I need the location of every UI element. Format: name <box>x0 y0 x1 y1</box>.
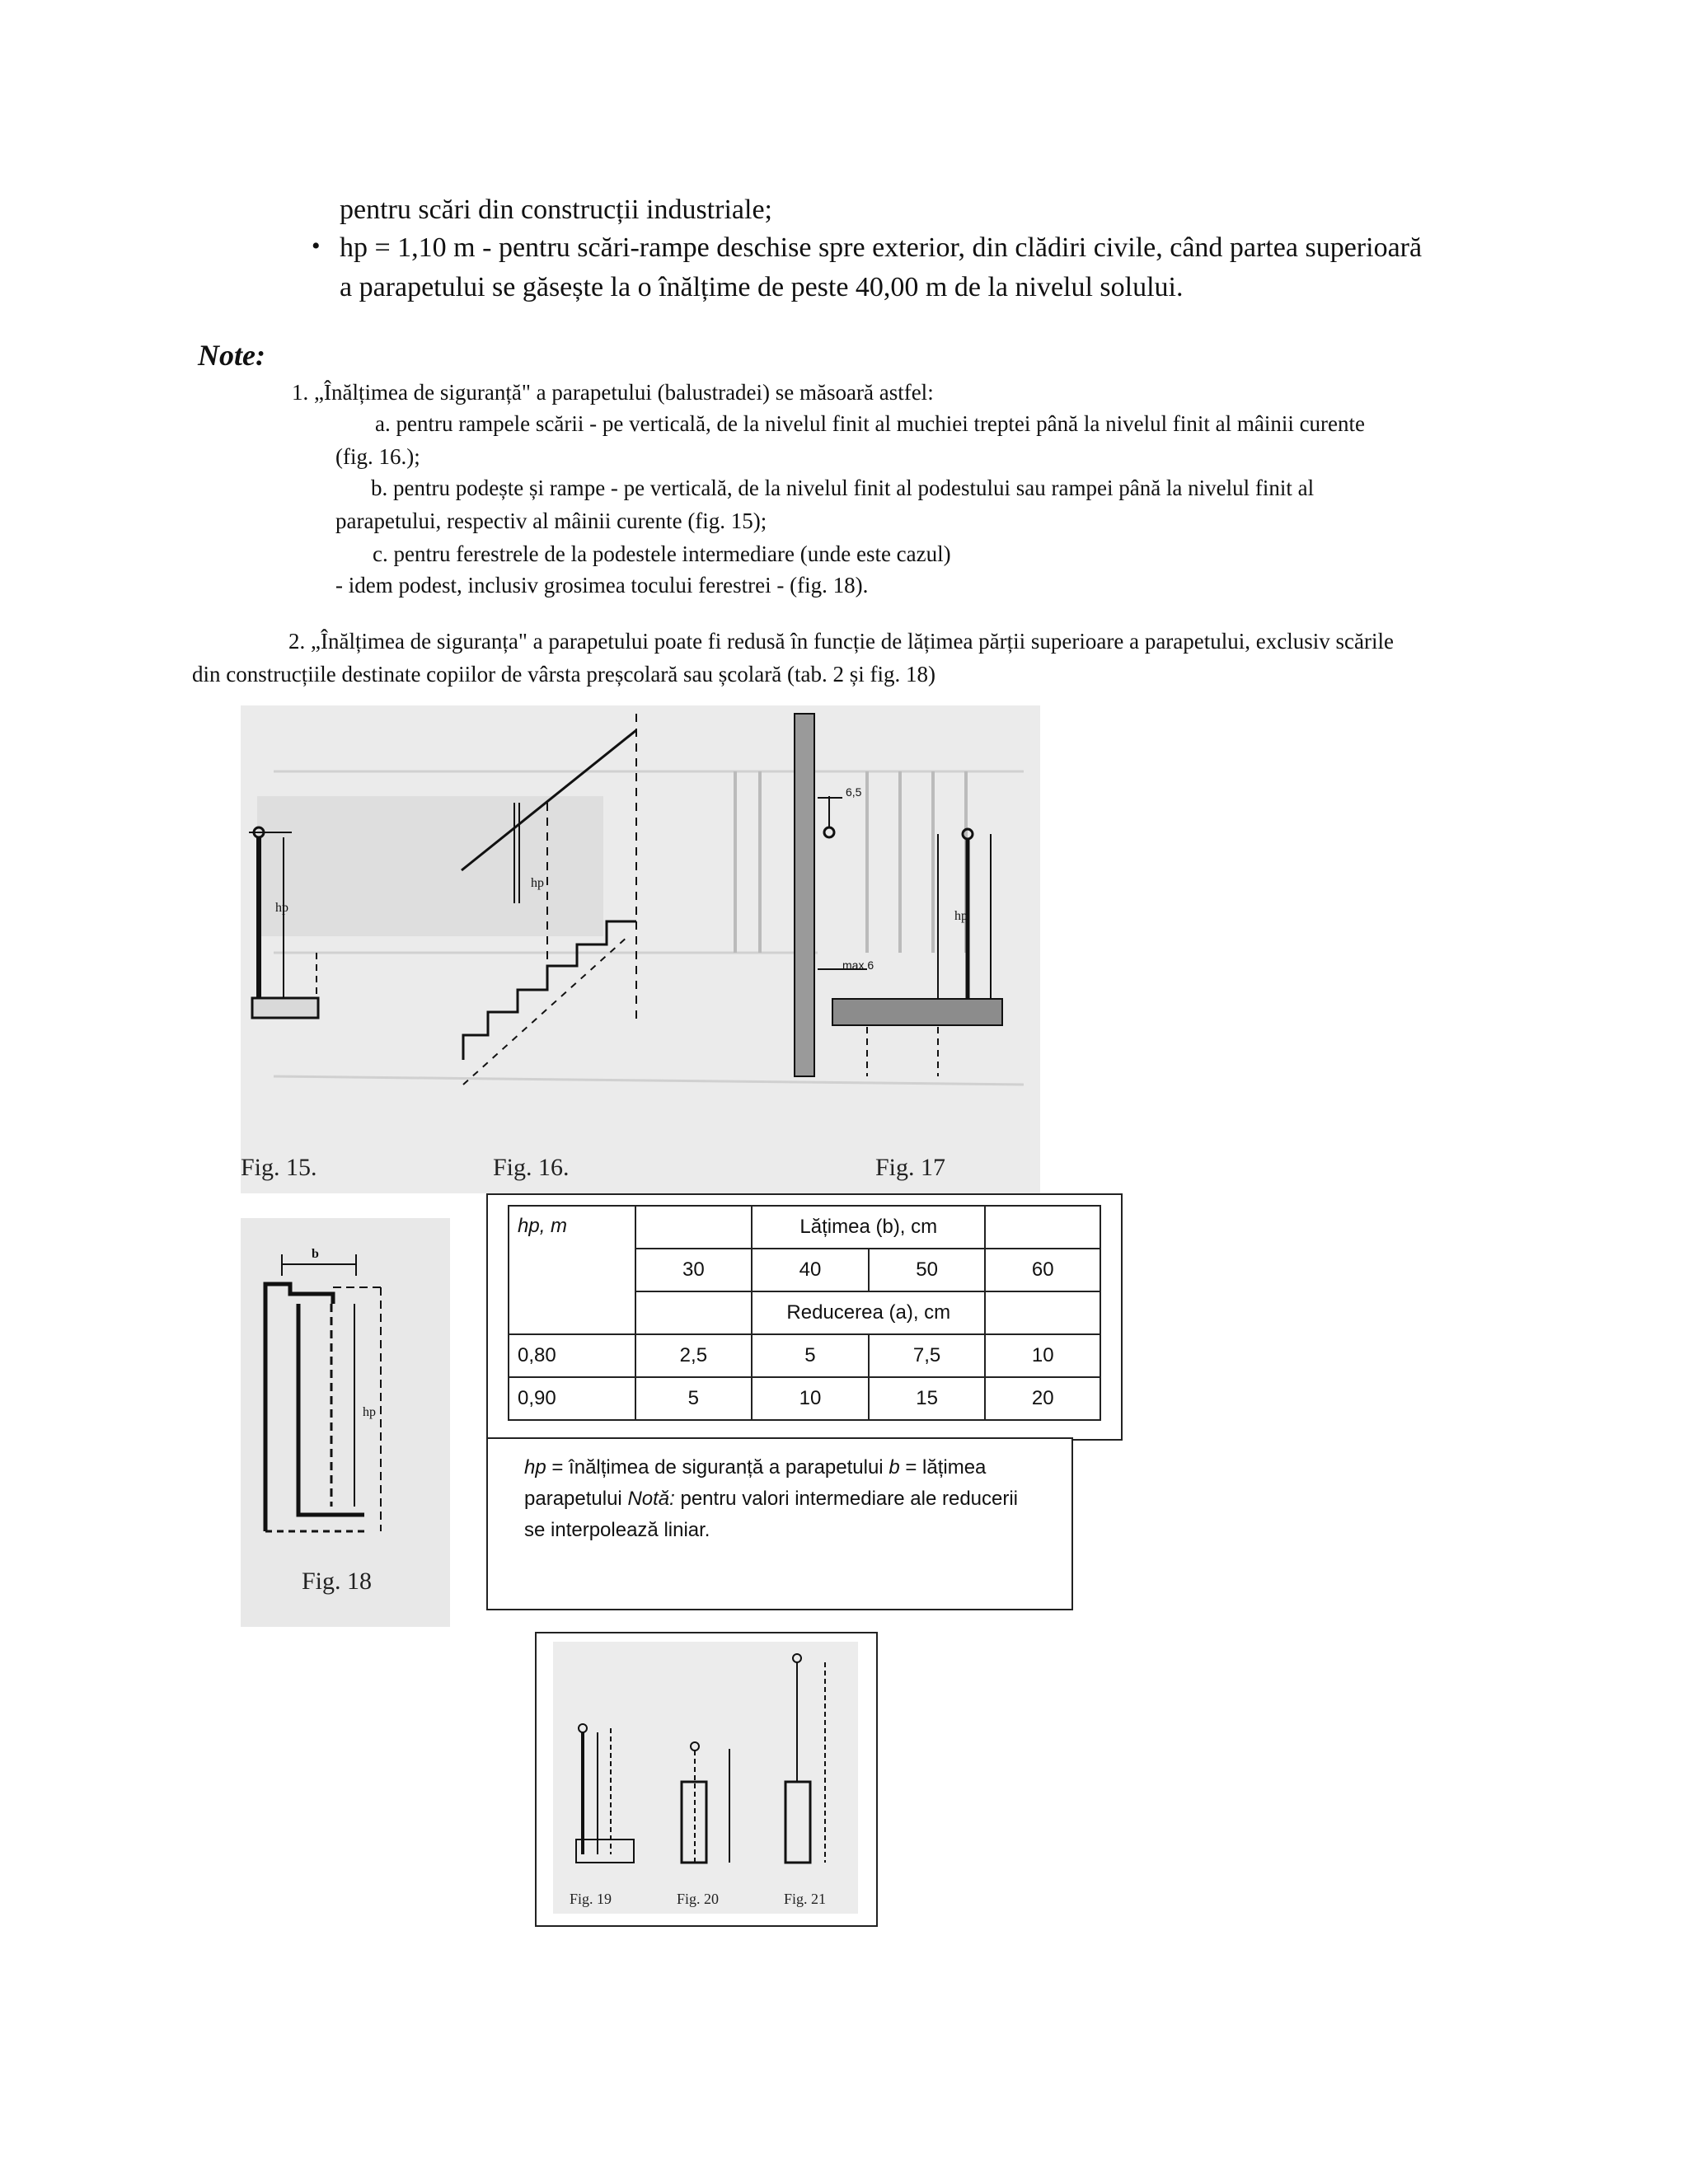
svg-text:hp: hp <box>275 901 288 915</box>
reduction-header: Reducerea (a), cm <box>786 1301 951 1324</box>
reduction-value: 10 <box>985 1334 1100 1377</box>
note-2: 2. „Înălțimea de siguranța" a parapetului poate fi redusă în funcție de lățimea părții superioare a parapetului, exclusiv scările <box>288 629 1394 654</box>
table-row <box>509 1377 1100 1420</box>
hp-value: 0,80 <box>509 1334 635 1377</box>
note-1a: a. pentru rampele scării - pe verticală, de la nivelul finit al muchiei treptei până la nivelul finit al mâinii curente <box>375 411 1366 436</box>
table-note-text: = înălțimea de siguranță a parapetului <box>546 1456 889 1479</box>
table-note-hp: hp <box>524 1456 546 1479</box>
reduction-header-cell <box>752 1291 985 1334</box>
note-1c-cont: - idem podest, inclusiv grosimea tocului ferestrei - (fig. 18). <box>335 573 869 598</box>
svg-text:hp: hp <box>363 1405 376 1419</box>
figure-18-drawing <box>241 1218 450 1627</box>
fig19-caption: Fig. 19 <box>570 1891 612 1907</box>
figure-18-image <box>241 1218 450 1627</box>
svg-text:hp: hp <box>954 909 968 923</box>
fig16-caption: Fig. 16. <box>493 1154 570 1181</box>
reduction-value: 2,5 <box>635 1334 753 1377</box>
hp-header: hp, m <box>518 1215 568 1237</box>
note-1c: c. pentru ferestrele de la podestele intermediare (unde este cazul) <box>373 541 951 566</box>
width-value: 60 <box>985 1249 1100 1291</box>
intro-line: pentru scări din construcții industriale; <box>340 194 772 225</box>
hp-value: 0,90 <box>509 1377 635 1420</box>
note-1: 1. „Înălțimea de siguranță" a parapetului (balustradei) se măsoară astfel: <box>292 380 934 405</box>
fig15-caption: Fig. 15. <box>241 1154 317 1181</box>
fig21-caption: Fig. 21 <box>784 1891 827 1907</box>
figures-15-17-image <box>241 705 1040 1193</box>
reduction-value: 5 <box>635 1377 753 1420</box>
fig17-caption: Fig. 17 <box>875 1154 946 1181</box>
reduction-value: 15 <box>869 1377 986 1420</box>
figures-19-21-frame <box>535 1632 878 1927</box>
svg-text:hp: hp <box>531 876 544 890</box>
width-value: 50 <box>869 1249 986 1291</box>
reduction-table-frame <box>486 1193 1123 1441</box>
fig20-caption: Fig. 20 <box>677 1891 720 1907</box>
width-header: Lățimea (b), cm <box>799 1216 938 1238</box>
reduction-table <box>508 1205 1101 1421</box>
intro-bullet-text: hp = 1,10 m - pentru scări-rampe deschise spre exterior, din clădiri civile, când partea superioară <box>340 232 1423 263</box>
width-value: 40 <box>752 1249 869 1291</box>
reduction-value: 5 <box>752 1334 869 1377</box>
reduction-value: 20 <box>985 1377 1100 1420</box>
notes-title: Note: <box>198 339 265 372</box>
table-row <box>509 1334 1100 1377</box>
table-note-box <box>486 1437 1073 1610</box>
bullet-marker: • <box>312 232 321 260</box>
note-1a-cont: (fig. 16.); <box>335 444 420 469</box>
fig17-dim-1: 6,5 <box>846 785 862 799</box>
reduction-value: 7,5 <box>869 1334 986 1377</box>
figures-19-21-drawing <box>553 1642 858 1914</box>
table-note-b: b <box>889 1456 900 1479</box>
note-2-cont: din construcțiile destinate copiilor de vârsta preșcolară sau școlară (tab. 2 și fig. 18) <box>192 662 935 687</box>
reduction-value: 10 <box>752 1377 869 1420</box>
width-value: 30 <box>635 1249 753 1291</box>
figures-15-17-drawing <box>241 705 1040 1193</box>
fig17-dim-2: max 6 <box>842 958 874 972</box>
width-header-cell <box>752 1206 985 1249</box>
note-1b: b. pentru podește și rampe - pe verticală, de la nivelul finit al podestului sau rampei până la nivelul finit al <box>371 476 1315 500</box>
table-note-text: pentru valori intermediare ale reducerii se interpolează liniar. <box>524 1488 1019 1541</box>
fig18-caption: Fig. 18 <box>302 1568 373 1595</box>
hp-header-cell <box>509 1206 635 1334</box>
table-note-text: = lățimea parapetului <box>524 1456 987 1510</box>
table-note-nota: Notă: <box>627 1488 675 1510</box>
fig18-b-label: b <box>312 1247 319 1261</box>
note-1b-cont: parapetului, respectiv al mâinii curente (fig. 15); <box>335 509 767 533</box>
intro-bullet-text-cont: a parapetului se găsește la o înălțime de peste 40,00 m de la nivelul solului. <box>340 272 1184 302</box>
